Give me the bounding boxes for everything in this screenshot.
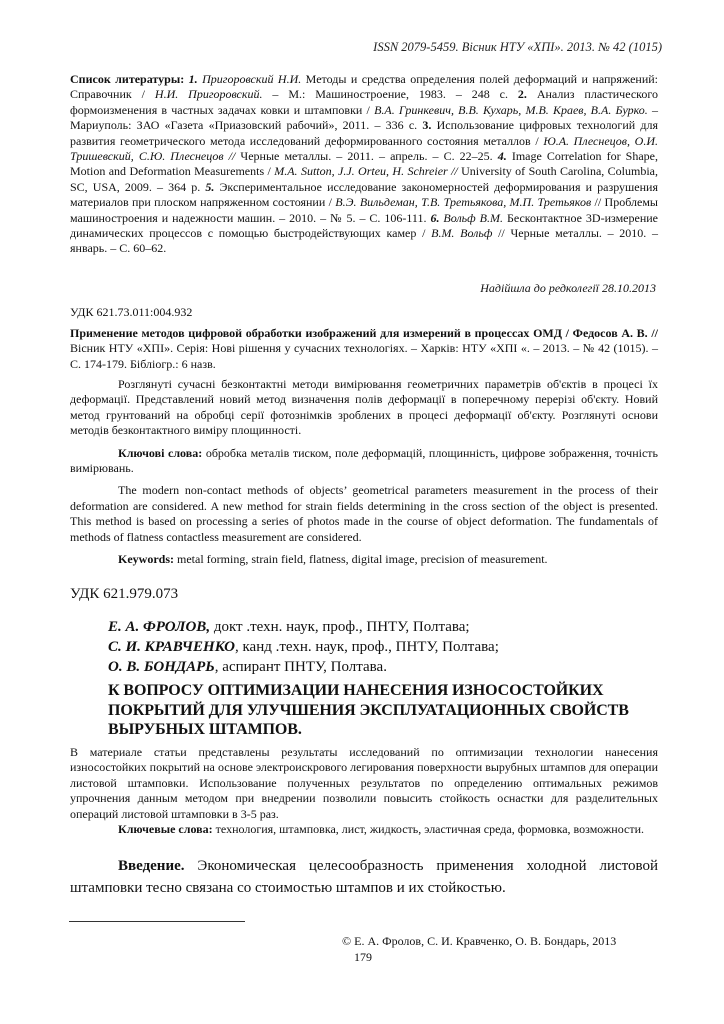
intro-label: Введение. [118,858,185,874]
reference-item: 6. Вольф В.М. Бесконтактное 3D-измерение динамических процессов с помощью быстродействующих камер / В.М. Вольф // Черные металлы. – 2010. – январь. – С. 60–62. [70,210,658,256]
abstract-uk: Розглянуті сучасні безконтактні методи вимірювання геометричних параметрів об'єктів в процесі їх деформації. Представлений новий метод визначення полів деформації в поперечному перерізі об'єкту. Новий метод грунтований на обробці серії фотознімків зроблених в процесі деформації об'єкту. Розглянуті основи методів безконтактного виміру площинності. [70,377,658,438]
keywords-en: Keywords: metal forming, strain field, flatness, digital image, precision of measurement. [118,552,548,567]
author-list [108,617,499,677]
running-header: ISSN 2079-5459. Вісник НТУ «ХПІ». 2013. № 42 (1015) [373,40,662,54]
reference-list [70,72,658,257]
footnote-divider [69,921,245,922]
keywords-uk: Ключові слова: обробка металів тиском, поле деформацій, площинність, цифрове зображення, точність вимірювань. [70,445,658,476]
reference-item: 1. Пригоровский Н.И. Методы и средства определения полей деформаций и напряжений: Справочник / Н.И. Пригоровский. – М.: Машиностроение, 1983. – 248 с. [70,72,658,102]
udk-code-prev: УДК 621.73.011:004.932 [70,305,193,319]
reference-item: 2. Анализ пластического формоизменения в частных задачах ковки и штамповки / В.А. Гринкевич, В.В. Кухарь, М.В. Краев, В.А. Бурко. – Мариуполь: ЗАО «Газета «Приазовский рабочий», 2011. – 336 с. [70,87,658,133]
udk-code: УДК 621.979.073 [70,586,179,602]
abstract-en: The modern non-contact methods of objects’ geometrical parameters measurement in the process of their deformation are considered. A new method for strain fields determining in the cross section of the object is presented. This method is based on processing a series of photos made in the course of object deformation. The fundamentals of methods of flatness contactless measurement are considered. [70,483,658,544]
references-label: Список литературы: [70,72,185,86]
reference-item: 3. Использование цифровых технологий для развития геометрического метода исследований деформированного состояния металлов / Ю.А. Плеснецов, О.И. Тришевский, С.Ю. Плеснецов // Черные металлы. – 2011. – апрель. – С. 22–25. [70,118,659,164]
introduction-paragraph [70,855,658,899]
citation-source: Вісник НТУ «ХПІ». Серія: Нові рішення у сучасних технологіях. – Харків: НТУ «ХПІ «. – 2013. – № 42 (1015). – С. 174-179. Бібліогр.: 6 назв. [70,341,658,371]
reference-item: 5. Экспериментальное исследование закономерностей деформирования и разрушения материалов при плоском напряженном состоянии / В.Э. Вильдеман, Т.В. Третьякова, М.П. Третьяков // Проблемы машиностроения и надежности машин. – 2010. – № 5. – С. 106-111. [70,179,658,225]
citation-title: Применение методов цифровой обработки изображений для измерений в процессах ОМД / Федосов А. В. // [70,326,658,340]
article-abstract [70,745,658,837]
reference-item: 4. Image Correlation for Shape, Motion and Deformation Measurements / M.A. Sutton, J.J. Orteu, H. Schreier // University of South Carolina, Columbia, SC, USA, 2009. – 364 p. [70,149,658,194]
bibliographic-citation [70,326,658,372]
intro-text: Экономическая целесообразность применения холодной листовой штамповки тесно связана со стоимостью штампов и их стойкостью. [70,858,658,896]
copyright-notice: © Е. А. Фролов, С. И. Кравченко, О. В. Бондарь, 2013 [342,934,617,948]
abstract-text: В материале статьи представлены результаты исследований по оптимизации технологии нанесения износостойких покрытий на основе электроискрового легирования поверхности вырубных штампов для операции листовой штамповки. Использование полученных результатов по определению оптимальных режимов упрочнения данным методом при внедрении позволили повысить стойкость оснастки для разделительных операций листовой штамповки в 3-5 раз. [70,745,658,821]
prev-abstracts [70,377,658,567]
author-entry: Е. А. ФРОЛОВ, докт .техн. наук, проф., ПНТУ, Полтава; [108,619,470,635]
received-date: Надійшла до редколегії 28.10.2013 [480,281,656,295]
article-keywords: Ключевые слова: технология, штамповка, лист, жидкость, эластичная среда, формовка, возможности. [118,822,645,837]
article-title: К ВОПРОСУ ОПТИМИЗАЦИИ НАНЕСЕНИЯ ИЗНОСОСТОЙКИХ ПОКРЫТИЙ ДЛЯ УЛУЧШЕНИЯ ЭКСПЛУАТАЦИОННЫХ СВОЙСТВ ВЫРУБНЫХ ШТАМПОВ. [108,682,629,738]
author-entry: С. И. КРАВЧЕНКО, канд .техн. наук, проф., ПНТУ, Полтава; [108,639,499,655]
page-number: 179 [354,950,372,964]
author-entry: О. В. БОНДАРЬ, аспирант ПНТУ, Полтава. [108,659,387,675]
